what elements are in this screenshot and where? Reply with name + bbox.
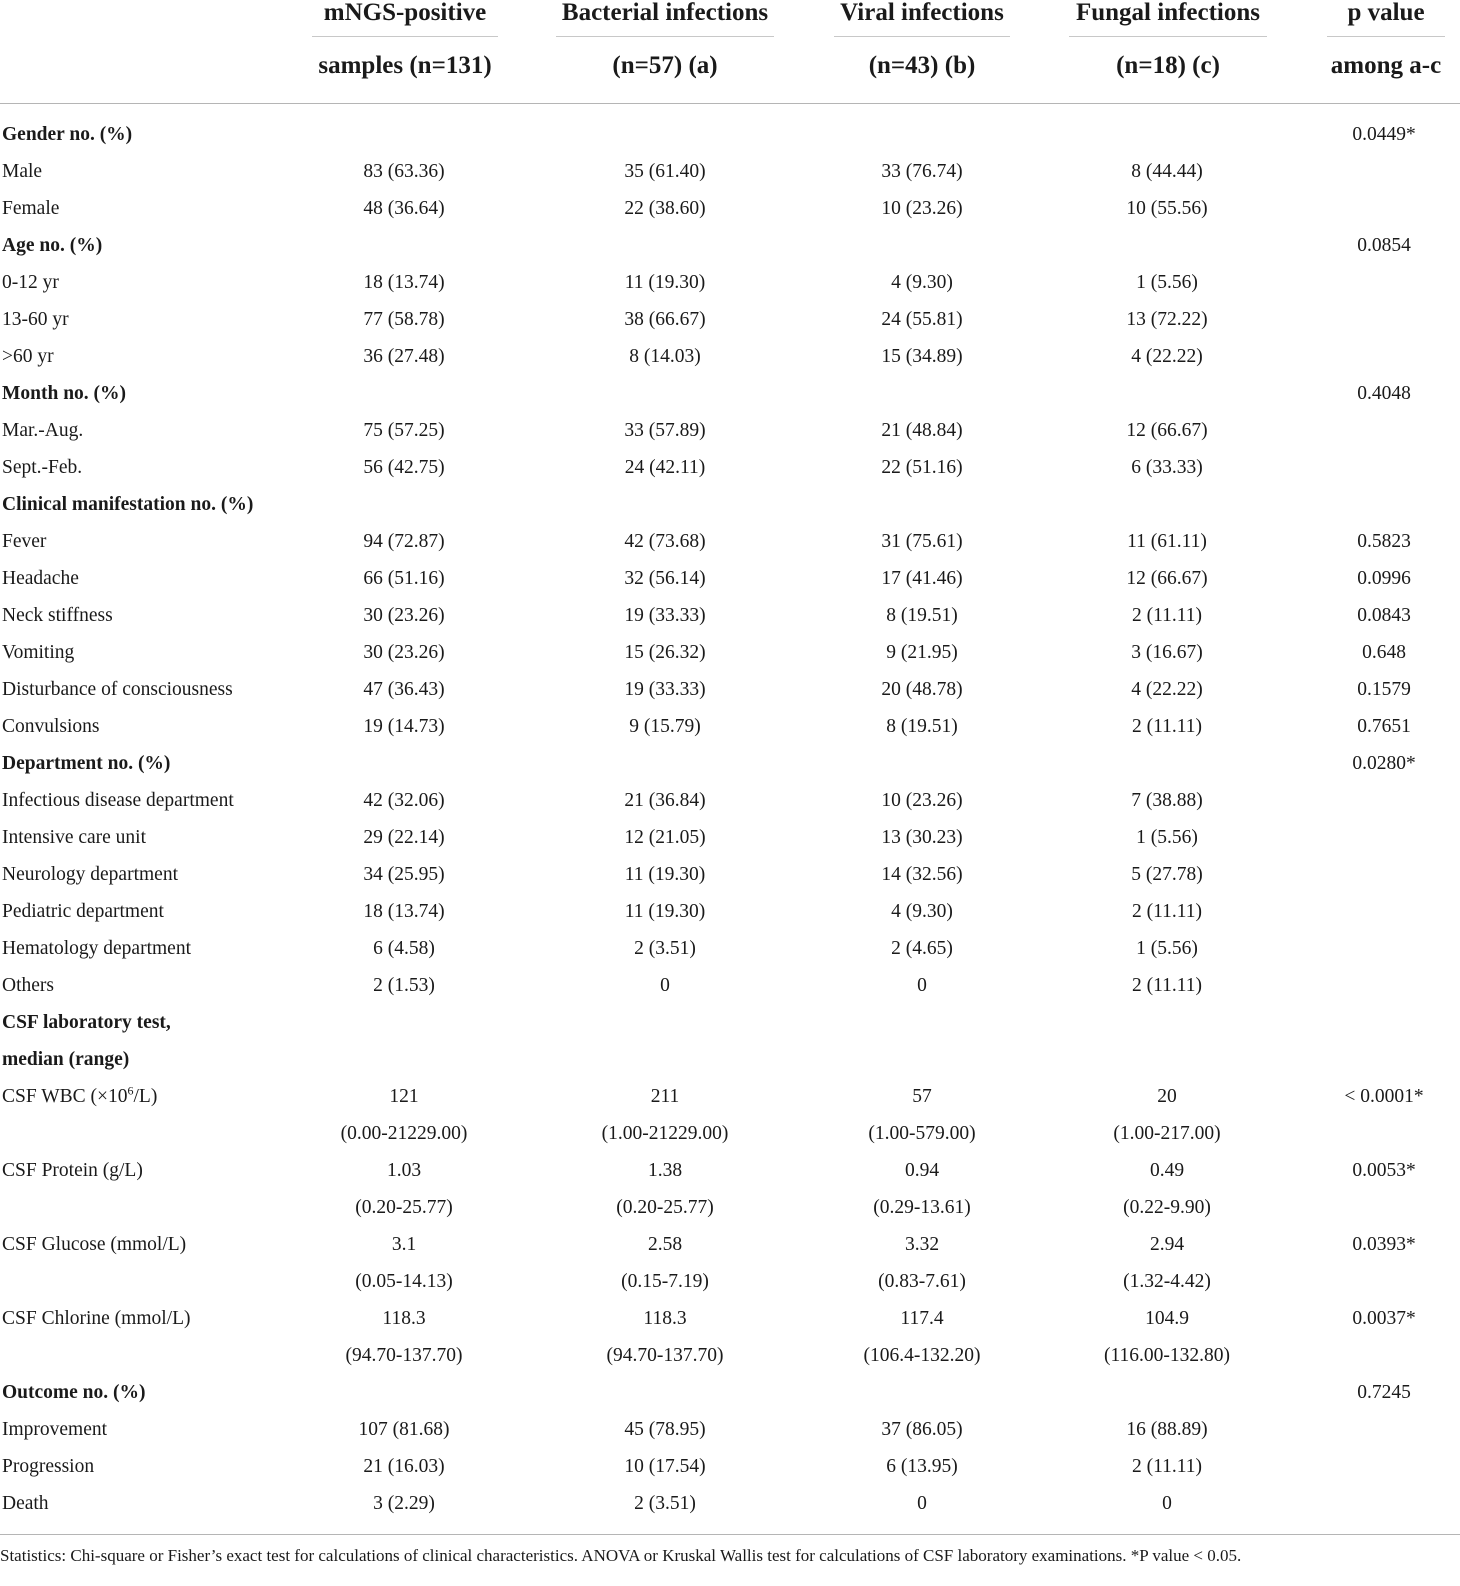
- table-cell: 13 (72.22): [1126, 309, 1208, 330]
- table-cell: (116.00-132.80): [1103, 1345, 1231, 1366]
- table-cell: 4 (9.30): [891, 272, 953, 293]
- row-label-text: /L): [133, 1086, 158, 1107]
- table-cell: 3.1: [391, 1234, 417, 1255]
- row-label: Female: [2, 198, 60, 219]
- section-header-row: [0, 1374, 1460, 1411]
- table-cell: 6 (13.95): [886, 1456, 958, 1477]
- header-col-p-value: [1322, 0, 1450, 81]
- table-row: [0, 597, 1460, 634]
- table-cell: 66 (51.16): [363, 568, 445, 589]
- table-cell: 7 (38.88): [1131, 790, 1203, 811]
- table-cell: 12 (66.67): [1126, 568, 1208, 589]
- table-cell: 0.0037*: [1352, 1308, 1416, 1329]
- table-cell: 21 (48.84): [881, 420, 963, 441]
- table-cell: 48 (36.64): [363, 198, 445, 219]
- table-top-rule: [0, 103, 1460, 104]
- table-cell: 6 (4.58): [373, 938, 435, 959]
- table-cell: 2.58: [647, 1234, 683, 1255]
- row-label: Progression: [2, 1456, 95, 1477]
- table-body: [0, 116, 1460, 1522]
- table-cell: 104.9: [1145, 1308, 1189, 1329]
- table-cell: 4 (22.22): [1131, 346, 1203, 367]
- table-cell: (0.20-25.77): [355, 1197, 453, 1218]
- table-cell: 121: [389, 1086, 419, 1107]
- table-cell: 211: [650, 1086, 680, 1107]
- table-cell: 18 (13.74): [363, 272, 445, 293]
- row-label: Age no. (%): [2, 235, 103, 256]
- table-cell: 15 (34.89): [881, 346, 963, 367]
- table-row: [0, 930, 1460, 967]
- header-line1: Fungal infections: [1075, 0, 1261, 26]
- row-label: Intensive care unit: [2, 827, 147, 848]
- table-cell: 10 (23.26): [881, 790, 963, 811]
- table-cell: 33 (57.89): [624, 420, 706, 441]
- section-header-row: [0, 375, 1460, 412]
- row-label: Headache: [2, 568, 79, 589]
- table-cell: 2 (3.51): [634, 938, 696, 959]
- table-cell: 0.0280*: [1352, 753, 1416, 774]
- row-label: Hematology department: [2, 938, 191, 959]
- table-cell: 1.38: [647, 1160, 683, 1181]
- table-cell: 36 (27.48): [363, 346, 445, 367]
- table-cell: 16 (88.89): [1126, 1419, 1208, 1440]
- table-cell: 3.32: [904, 1234, 940, 1255]
- table-cell: (0.29-13.61): [873, 1197, 971, 1218]
- row-label: CSF laboratory test,: [2, 1012, 171, 1033]
- row-label: 0-12 yr: [2, 272, 59, 293]
- table-cell: 12 (66.67): [1126, 420, 1208, 441]
- table-cell: 8 (19.51): [886, 605, 958, 626]
- table-row: [0, 1152, 1460, 1189]
- table-cell: 118.3: [382, 1308, 426, 1329]
- table-cell: 56 (42.75): [363, 457, 445, 478]
- table-cell: 10 (23.26): [881, 198, 963, 219]
- table-cell: 8 (44.44): [1131, 161, 1203, 182]
- table-row: [0, 338, 1460, 375]
- table-cell: 0.49: [1149, 1160, 1185, 1181]
- table-row: [0, 449, 1460, 486]
- table-cell: 11 (19.30): [624, 901, 706, 922]
- row-label: Disturbance of consciousness: [2, 679, 233, 700]
- table-row: [0, 893, 1460, 930]
- table-cell: 0.0854: [1357, 235, 1411, 256]
- table-cell: 117.4: [900, 1308, 944, 1329]
- table-cell: 2 (11.11): [1131, 901, 1203, 922]
- table-cell: 22 (38.60): [624, 198, 706, 219]
- table-cell: 10 (55.56): [1126, 198, 1208, 219]
- table-row: [0, 819, 1460, 856]
- table-cell: 13 (30.23): [881, 827, 963, 848]
- table-cell: 10 (17.54): [624, 1456, 706, 1477]
- table-cell: 30 (23.26): [363, 642, 445, 663]
- table-cell: 1 (5.56): [1136, 272, 1198, 293]
- header-line2: (n=43) (b): [868, 52, 976, 79]
- table-cell: 19 (33.33): [624, 679, 706, 700]
- table-cell: (0.22-9.90): [1123, 1197, 1211, 1218]
- row-label: Improvement: [2, 1419, 108, 1440]
- header-line1: Viral infections: [840, 0, 1004, 26]
- table-cell: (1.00-579.00): [868, 1123, 976, 1144]
- table-cell: 20 (48.78): [881, 679, 963, 700]
- table-row: [0, 1226, 1460, 1263]
- table-cell: (94.70-137.70): [606, 1345, 724, 1366]
- table-cell: 38 (66.67): [624, 309, 706, 330]
- table-cell: 31 (75.61): [881, 531, 963, 552]
- table-cell: 6 (33.33): [1131, 457, 1203, 478]
- table-row: [0, 1189, 1460, 1226]
- table-cell: (1.32-4.42): [1123, 1271, 1211, 1292]
- table-row: [0, 1078, 1460, 1115]
- row-label: Vomiting: [2, 642, 75, 663]
- table-cell: 107 (81.68): [358, 1419, 450, 1440]
- row-label: Sept.-Feb.: [2, 457, 83, 478]
- table-row: [0, 1448, 1460, 1485]
- table-cell: 20: [1157, 1086, 1177, 1107]
- table-cell: (0.20-25.77): [616, 1197, 714, 1218]
- table-cell: 19 (14.73): [363, 716, 445, 737]
- row-label-superscript: 6: [127, 1083, 134, 1098]
- row-label: Death: [2, 1493, 49, 1514]
- section-header-row: [0, 116, 1460, 153]
- table-cell: 12 (21.05): [624, 827, 706, 848]
- table-row: [0, 301, 1460, 338]
- header-line2: samples (n=131): [318, 52, 492, 79]
- header-line1: mNGS-positive: [323, 0, 487, 26]
- table-row: [0, 264, 1460, 301]
- table-row: [0, 560, 1460, 597]
- table-row: [0, 412, 1460, 449]
- table-cell: 0.0449*: [1352, 124, 1416, 145]
- table-cell: 2 (4.65): [891, 938, 953, 959]
- header-underline: [834, 36, 1010, 37]
- row-label: Outcome no. (%): [2, 1382, 146, 1403]
- row-label: Department no. (%): [2, 753, 171, 774]
- table-cell: 19 (33.33): [624, 605, 706, 626]
- table-cell: (106.4-132.20): [863, 1345, 981, 1366]
- table-cell: 0.0843: [1357, 605, 1411, 626]
- table-cell: 11 (19.30): [624, 272, 706, 293]
- table-cell: 2 (11.11): [1131, 1456, 1203, 1477]
- table-cell: 11 (61.11): [1127, 531, 1207, 552]
- table-cell: 21 (36.84): [624, 790, 706, 811]
- row-label: >60 yr: [2, 346, 54, 367]
- table-cell: 94 (72.87): [363, 531, 445, 552]
- row-label: 13-60 yr: [2, 309, 69, 330]
- table-row: [0, 856, 1460, 893]
- row-label: Fever: [2, 531, 47, 552]
- table-cell: 8 (14.03): [629, 346, 701, 367]
- table-cell: 2 (11.11): [1131, 975, 1203, 996]
- table-cell: 45 (78.95): [624, 1419, 706, 1440]
- table-cell: 57: [912, 1086, 932, 1107]
- header-col-mngs-positive: [312, 0, 498, 81]
- row-label: Neurology department: [2, 864, 178, 885]
- table-row: [0, 634, 1460, 671]
- table-cell: 0.7651: [1357, 716, 1411, 737]
- header-line2: among a-c: [1330, 52, 1442, 79]
- table-cell: 0.7245: [1357, 1382, 1411, 1403]
- table-cell: 42 (32.06): [363, 790, 445, 811]
- table-row: [0, 1411, 1460, 1448]
- table-cell: 32 (56.14): [624, 568, 706, 589]
- table-row: [0, 1115, 1460, 1152]
- header-underline: [312, 36, 498, 37]
- section-header-row: [0, 227, 1460, 264]
- row-label: Others: [2, 975, 54, 996]
- header-underline: [1069, 36, 1267, 37]
- table-cell: 77 (58.78): [363, 309, 445, 330]
- table-cell: 0: [660, 975, 670, 996]
- header-underline: [1327, 36, 1445, 37]
- header-underline: [556, 36, 774, 37]
- table-cell: 1 (5.56): [1136, 938, 1198, 959]
- table-row: [0, 1337, 1460, 1374]
- header-line2: (n=57) (a): [612, 52, 718, 79]
- table-cell: (0.05-14.13): [355, 1271, 453, 1292]
- table-cell: 75 (57.25): [363, 420, 445, 441]
- table-cell: 1.03: [386, 1160, 422, 1181]
- table-cell: 1 (5.56): [1136, 827, 1198, 848]
- table-cell: 35 (61.40): [624, 161, 706, 182]
- table-cell: 0.0053*: [1352, 1160, 1416, 1181]
- table-cell: 0.0393*: [1352, 1234, 1416, 1255]
- section-header-row: [0, 745, 1460, 782]
- table-cell: 24 (55.81): [881, 309, 963, 330]
- table-cell: 14 (32.56): [881, 864, 963, 885]
- header-line2: (n=18) (c): [1116, 52, 1220, 79]
- row-label: Male: [2, 161, 43, 182]
- section-header-row: [0, 1041, 1460, 1078]
- table-cell: 22 (51.16): [881, 457, 963, 478]
- row-label: median (range): [2, 1049, 130, 1070]
- row-label: Convulsions: [2, 716, 100, 737]
- table-cell: 15 (26.32): [624, 642, 706, 663]
- table-cell: 4 (22.22): [1131, 679, 1203, 700]
- header-col-fungal: [1069, 0, 1267, 81]
- row-label: Gender no. (%): [2, 124, 133, 145]
- table-row: [0, 153, 1460, 190]
- table-cell: 5 (27.78): [1131, 864, 1203, 885]
- row-label: CSF Protein (g/L): [2, 1160, 143, 1181]
- table-row: [0, 1485, 1460, 1522]
- table-cell: 0: [917, 975, 927, 996]
- table-cell: 3 (16.67): [1131, 642, 1203, 663]
- table-cell: 2 (3.51): [634, 1493, 696, 1514]
- row-label: Clinical manifestation no. (%): [2, 494, 254, 515]
- row-label: [2, 1078, 157, 1115]
- table-cell: 83 (63.36): [363, 161, 445, 182]
- row-label: Infectious disease department: [2, 790, 234, 811]
- table-cell: 30 (23.26): [363, 605, 445, 626]
- table-cell: 18 (13.74): [363, 901, 445, 922]
- table-cell: 0: [917, 1493, 927, 1514]
- row-label: CSF Chlorine (mmol/L): [2, 1308, 191, 1329]
- table-cell: 0.1579: [1357, 679, 1411, 700]
- table-cell: (0.00-21229.00): [340, 1123, 468, 1144]
- table-cell: 9 (21.95): [886, 642, 958, 663]
- table-row: [0, 1300, 1460, 1337]
- table-cell: 0.5823: [1357, 531, 1411, 552]
- table-cell: 34 (25.95): [363, 864, 445, 885]
- table-row: [0, 967, 1460, 1004]
- table-row: [0, 671, 1460, 708]
- table-row: [0, 708, 1460, 745]
- table-cell: < 0.0001*: [1344, 1086, 1424, 1107]
- table-row: [0, 782, 1460, 819]
- header-col-bacterial: [556, 0, 774, 81]
- table-cell: 2 (1.53): [373, 975, 435, 996]
- table-cell: 2.94: [1149, 1234, 1185, 1255]
- row-label: Neck stiffness: [2, 605, 113, 626]
- table-cell: 33 (76.74): [881, 161, 963, 182]
- table-cell: 8 (19.51): [886, 716, 958, 737]
- table-cell: 2 (11.11): [1131, 605, 1203, 626]
- row-label: CSF Glucose (mmol/L): [2, 1234, 187, 1255]
- row-label: Pediatric department: [2, 901, 164, 922]
- table-row: [0, 1263, 1460, 1300]
- header-line1: p value: [1347, 0, 1425, 26]
- table-cell: 37 (86.05): [881, 1419, 963, 1440]
- table-cell: (94.70-137.70): [345, 1345, 463, 1366]
- table-cell: 47 (36.43): [363, 679, 445, 700]
- table-cell: 4 (9.30): [891, 901, 953, 922]
- table-cell: 3 (2.29): [373, 1493, 435, 1514]
- table-cell: 42 (73.68): [624, 531, 706, 552]
- table-cell: 0.4048: [1357, 383, 1411, 404]
- row-label: Month no. (%): [2, 383, 127, 404]
- table-row: [0, 190, 1460, 227]
- table-row: [0, 523, 1460, 560]
- header-line1: Bacterial infections: [561, 0, 769, 26]
- table-cell: 29 (22.14): [363, 827, 445, 848]
- table-cell: 24 (42.11): [624, 457, 706, 478]
- table-cell: 17 (41.46): [881, 568, 963, 589]
- section-header-row: [0, 1004, 1460, 1041]
- table-cell: 118.3: [643, 1308, 687, 1329]
- table-cell: 2 (11.11): [1131, 716, 1203, 737]
- table-cell: (0.83-7.61): [878, 1271, 966, 1292]
- row-label: Mar.-Aug.: [2, 420, 84, 441]
- table-cell: 0.648: [1362, 642, 1406, 663]
- table-bottom-rule: [0, 1534, 1460, 1535]
- table-cell: 0.0996: [1357, 568, 1411, 589]
- table-cell: 21 (16.03): [363, 1456, 445, 1477]
- table-cell: (1.00-21229.00): [601, 1123, 729, 1144]
- row-label-text: CSF WBC (×10: [2, 1086, 128, 1107]
- table-cell: (0.15-7.19): [621, 1271, 709, 1292]
- table-cell: (1.00-217.00): [1113, 1123, 1221, 1144]
- table-cell: 11 (19.30): [624, 864, 706, 885]
- table-cell: 0.94: [904, 1160, 940, 1181]
- table-footnote: Statistics: Chi-square or Fisher’s exact test for calculations of clinical characteristics. ANOVA or Kruskal Wallis test for calculations of CSF laboratory examinations. *P value < 0.05.: [0, 1546, 1242, 1565]
- section-header-row: [0, 486, 1460, 523]
- table-cell: 9 (15.79): [629, 716, 701, 737]
- table-cell: 0: [1162, 1493, 1172, 1514]
- header-col-viral: [834, 0, 1010, 81]
